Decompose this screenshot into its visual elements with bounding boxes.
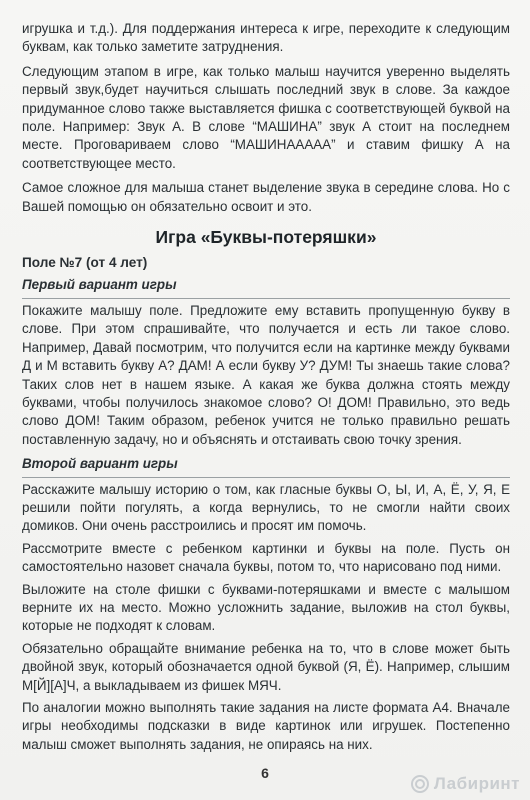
variant2-paragraph-4: Обязательно обращайте внимание ребенка на то, что в слове может быть двойной звук, который обозначается одной буквой (Я, Ё). Например, слышим М[Й][А]Ч, а выкладываем из фишек МЯЧ. [22, 640, 510, 693]
variant2-paragraph-2: Рассмотрите вместе с ребенком картинки и буквы на поле. Пусть он самостоятельно назовет сначала буквы, потом то, что нарисовано под ними. [22, 540, 510, 575]
page-number: 6 [261, 765, 269, 781]
field-header: Поле №7 (от 4 лет) [22, 255, 148, 271]
paragraph-top-2: Следующим этапом в игре, как только малыш научится уверенно выделять первый звук,будет научиться слышать последний звук в слове. За каждое придуманное слово также выставляется фишка с соответствующей буквой на поле. Например: Звук А. В слове “МАШИНА” звук А стоит на последнем месте. Проговариваем слово “МАШИНААААА” и ставим фишку А на соответствующее место. [22, 63, 510, 171]
variant2-header: Второй вариант игры [22, 456, 178, 472]
watermark [410, 774, 520, 794]
section-title: Игра «Буквы-потеряшки» [155, 227, 377, 248]
variant2-paragraph-1: Расскажите малышу историю о том, как гласные буквы О, Ы, И, А, Ё, У, Я, Е решили пойти погулять, а когда вернулись, то не смогли найти своих домиков. Они очень расстроились и просят им помочь. [22, 481, 510, 534]
page-content [22, 20, 510, 758]
variant2-paragraph-5: По аналогии можно выполнять такие задания на листе формата А4. Вначале игры необходимы подсказки в виде картинок или игрушек. Постепенно малыш сможет выполнять задания, не опираясь на них. [22, 700, 510, 752]
variant1-header: Первый вариант игры [22, 277, 177, 293]
variant1-paragraph: Покажите малышу поле. Предложите ему вставить пропущенную букву в слове. При этом спрашивайте, что получается и есть ли такое слово. Например, Давай посмотрим, что получится если на картинке между буквами Д и М вставить букву А? ДАМ! А если букву У? ДУМ! Ты знаешь такие слова? Таких слов нет в нашем языке. А какая же буква должна стоять между буквами, чтобы получилось знакомое слово? О! ДОМ! Правильно, это ведь слово ДОМ! Таким образом, ребенок учится не только правильно решать поставленную задачу, но и объяснять и отстаивать свою точку зрения. [22, 302, 510, 447]
divider [22, 298, 510, 299]
labyrinth-logo-icon [410, 774, 430, 794]
divider [22, 477, 510, 478]
paragraph-top-1: игрушка и т.д.). Для поддержания интереса к игре, переходите к следующим буквам, как только заметите затруднения. [22, 21, 510, 55]
watermark-text: Лабиринт [433, 774, 520, 793]
paragraph-top-3: Самое сложное для малыша станет выделение звука в середине слова. Но с Вашей помощью он обязательно освоит и это. [22, 180, 510, 214]
variant2-paragraph-3: Выложите на столе фишки с буквами-потеряшками и вместе с малышом верните их на место. Можно усложнить задание, выложив на стол буквы, которые не подходят к словам. [22, 581, 510, 634]
